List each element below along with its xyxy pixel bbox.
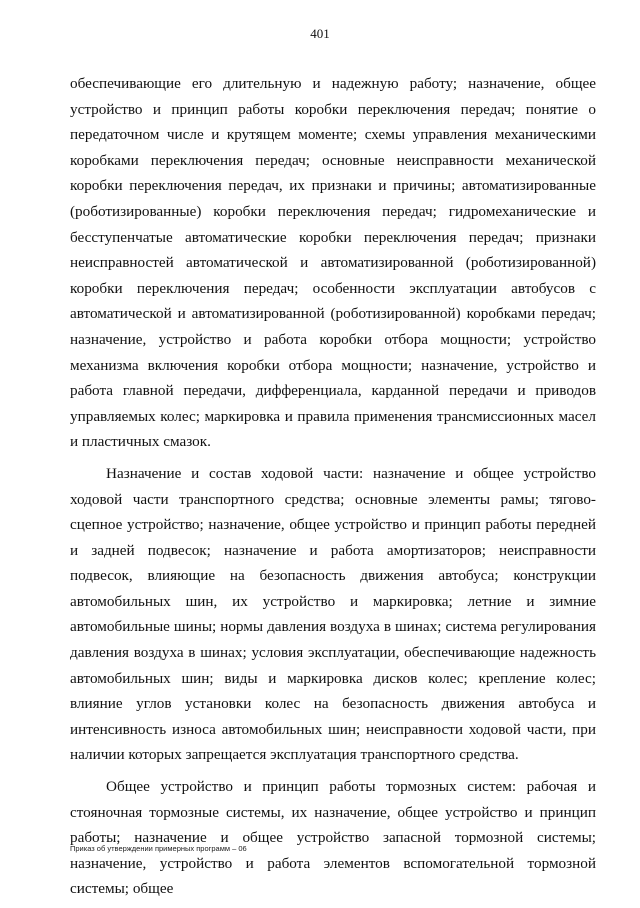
page-footer: Приказ об утверждении примерных программ – 06: [70, 844, 247, 853]
paragraph-running-gear: Назначение и состав ходовой части: назначение и общее устройство ходовой части транспортного средства; основные элементы рамы; тягово-сцепное устройство; назначение, общее устройство и принцип работы передней и задней подвесок; назначение и работа амортизаторов; неисправности подвесок, влияющие на безопасность движения автобуса; конструкции автомобильных шин, их устройство и маркировка; летние и зимние автомобильные шины; нормы давления воздуха в шинах; система регулирования давления воздуха в шинах; условия эксплуатации, обеспечивающие надежность автомобильных шин; виды и маркировка дисков колес; крепление колес; влияние углов установки колес на безопасность движения автобуса и интенсивность износа автомобильных шин; неисправности ходовой части, при наличии которых запрещается эксплуатация транспортного средства.: [70, 464, 596, 764]
page-number: 401: [310, 26, 330, 41]
page-body: [70, 71, 596, 908]
paragraph-transmission: обеспечивающие его длительную и надежную работу; назначение, общее устройство и принцип работы коробки переключения передач; понятие о передаточном числе и крутящем моменте; схемы управления механическими коробками переключения передач; основные неисправности механической коробки переключения передач, их признаки и причины; автоматизированные (роботизированные) коробки переключения передач; гидромеханические и бесступенчатые автоматические коробки переключения передач; признаки неисправностей автоматической и автоматизированной (роботизированной) коробки переключения передач; особенности эксплуатации автобусов с автоматической и автоматизированной (роботизированной) коробками передач; назначение, устройство и работа коробки отбора мощности; устройство механизма включения коробки отбора мощности; назначение, устройство и работа главной передачи, дифференциала, карданной передачи и приводов управляемых колес; маркировка и правила применения трансмиссионных масел и пластичных смазок.: [70, 75, 596, 451]
paragraph-brake-systems: Общее устройство и принцип работы тормозных систем: рабочая и стояночная тормозные системы, их назначение, общее устройство и принцип работы; назначение и общее устройство запасной тормозной системы; назначение, устройство и работа элементов вспомогательной тормозной системы; общее: [70, 778, 596, 898]
